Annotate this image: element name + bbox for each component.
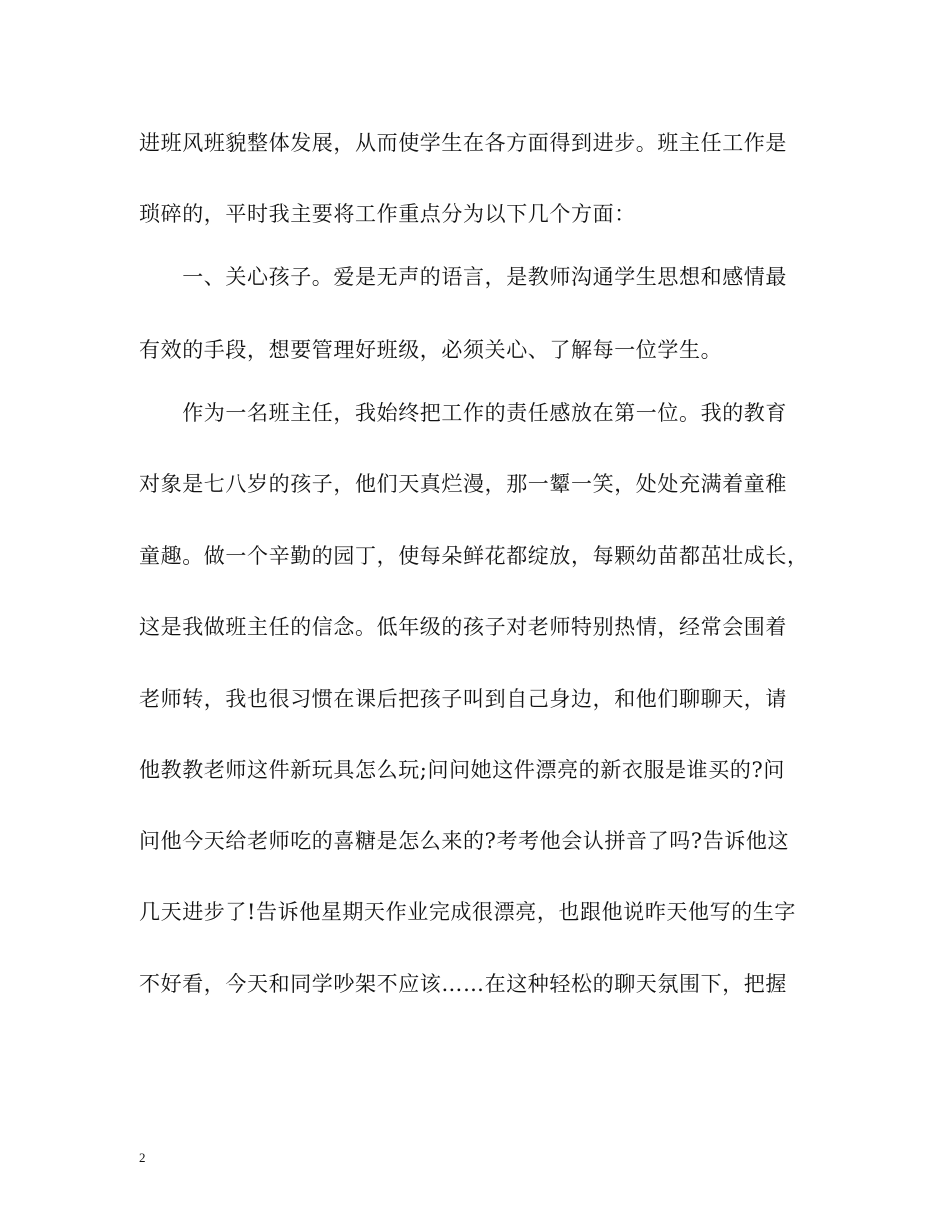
text-line: 有效的手段，想要管理好班级，必须关心、了解每一位学生。 xyxy=(139,338,723,362)
text-line: 他教教老师这件新玩具怎么玩;问问她这件漂亮的新衣服是谁买的?问 xyxy=(139,758,785,782)
text-line: 对象是七八岁的孩子，他们天真烂漫，那一颦一笑，处处充满着童稚 xyxy=(139,472,787,496)
text-line: 不好看，今天和同学吵架不应该……在这种轻松的聊天氛围下，把握 xyxy=(139,972,787,996)
text-line: 一、关心孩子。爱是无声的语言，是教师沟通学生思想和感情最 xyxy=(139,265,787,289)
text-line: 老师转，我也很习惯在课后把孩子叫到自己身边，和他们聊聊天，请 xyxy=(139,687,787,711)
text-line: 琐碎的，平时我主要将工作重点分为以下几个方面： xyxy=(139,202,636,226)
text-line: 进班风班貌整体发展，从而使学生在各方面得到进步。班主任工作是 xyxy=(139,131,787,155)
text-line: 童趣。做一个辛勤的园丁，使每朵鲜花都绽放，每颗幼苗都茁壮成长， xyxy=(139,544,809,568)
text-line: 这是我做班主任的信念。低年级的孩子对老师特别热情，经常会围着 xyxy=(139,615,787,639)
text-line: 几天进步了!告诉他星期天作业完成很漂亮，也跟他说昨天他写的生字 xyxy=(139,900,797,924)
text-line: 作为一名班主任，我始终把工作的责任感放在第一位。我的教育 xyxy=(139,401,787,425)
text-line: 问他今天给老师吃的喜糖是怎么来的?考考他会认拼音了吗?告诉他这 xyxy=(139,829,790,853)
page-number: 2 xyxy=(139,1150,146,1165)
